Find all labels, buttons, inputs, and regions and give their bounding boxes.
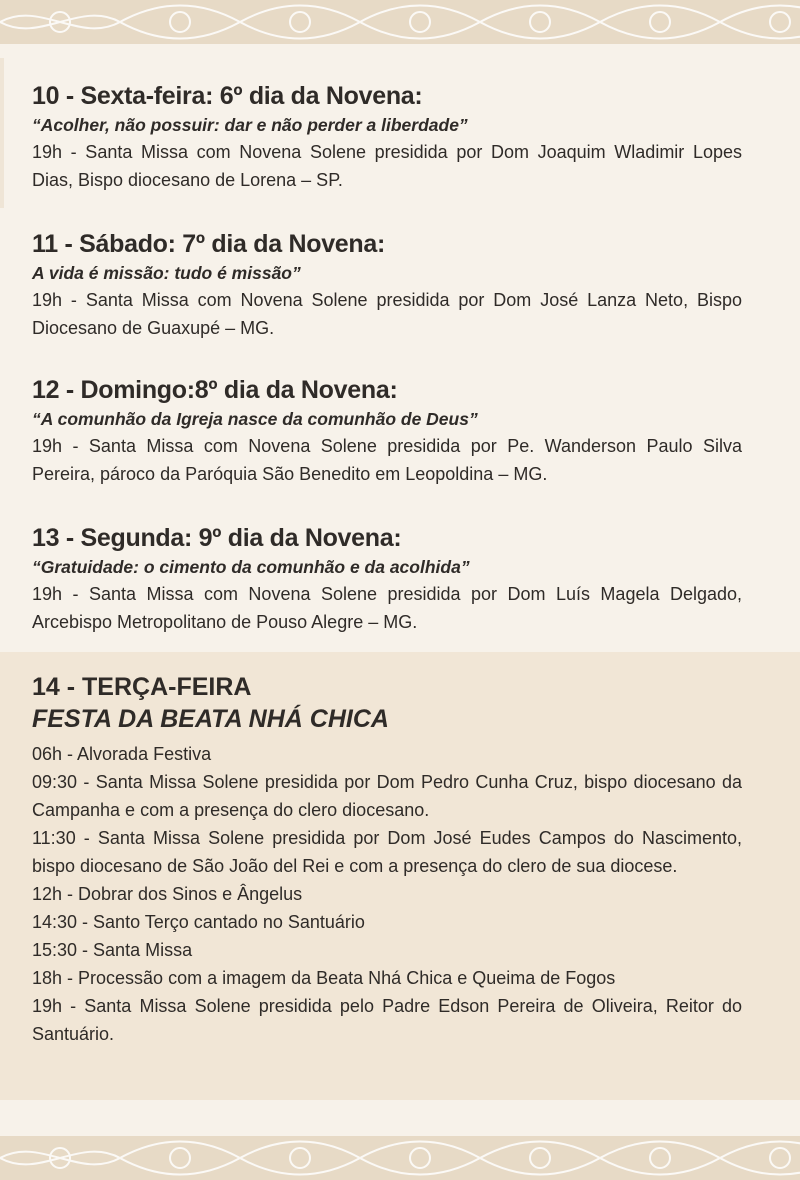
day-section-10 <box>32 80 742 194</box>
schedule-item: 12h - Dobrar dos Sinos e Ângelus <box>32 884 303 904</box>
feast-section <box>32 672 742 1048</box>
day-text: 19h - Santa Missa com Novena Solene presidida por Dom Joaquim Wladimir Lopes Dias, Bispo diocesano de Lorena – SP. <box>32 142 742 190</box>
swirl-ornament-icon <box>0 1136 800 1180</box>
schedule-item: 14:30 - Santo Terço cantado no Santuário <box>32 912 365 932</box>
day-text: 19h - Santa Missa com Novena Solene presidida por Dom José Lanza Neto, Bispo Diocesano de Guaxupé – MG. <box>32 290 742 338</box>
bottom-ornament-band <box>0 1136 800 1180</box>
day-heading: 13 - Segunda: 9º dia da Novena: <box>32 524 402 552</box>
feast-heading: 14 - TERÇA-FEIRA <box>32 673 252 701</box>
feast-subheading: FESTA DA BEATA NHÁ CHICA <box>32 705 389 733</box>
day-quote: “Acolher, não possuir: dar e não perder a liberdade” <box>32 115 468 135</box>
schedule-item: 15:30 - Santa Missa <box>32 940 193 960</box>
day-quote: “A comunhão da Igreja nasce da comunhão de Deus” <box>32 409 478 429</box>
day-text: 19h - Santa Missa com Novena Solene presidida por Pe. Wanderson Paulo Silva Pereira, pároco da Paróquia São Benedito em Leopoldina – MG. <box>32 436 742 484</box>
swirl-ornament-icon <box>0 0 800 44</box>
day-heading: 10 - Sexta-feira: 6º dia da Novena: <box>32 82 423 110</box>
left-edge-rule <box>0 58 4 208</box>
schedule-item: 06h - Alvorada Festiva <box>32 744 212 764</box>
day-section-12 <box>32 374 742 488</box>
day-heading: 12 - Domingo:8º dia da Novena: <box>32 376 398 404</box>
day-quote: A vida é missão: tudo é missão” <box>32 263 301 283</box>
day-heading: 11 - Sábado: 7º dia da Novena: <box>32 230 386 258</box>
day-quote: “Gratuidade: o cimento da comunhão e da acolhida” <box>32 557 470 577</box>
schedule-item: 11:30 - Santa Missa Solene presidida por Dom José Eudes Campos do Nascimento, bispo diocesano de São João del Rei e com a presença do clero de sua diocese. <box>32 828 742 876</box>
day-text: 19h - Santa Missa com Novena Solene presidida por Dom Luís Magela Delgado, Arcebispo Metropolitano de Pouso Alegre – MG. <box>32 584 742 632</box>
top-ornament-band <box>0 0 800 44</box>
day-section-11 <box>32 228 742 342</box>
feast-schedule-list <box>32 740 742 1048</box>
schedule-item: 09:30 - Santa Missa Solene presidida por Dom Pedro Cunha Cruz, bispo diocesano da Campanha e com a presença do clero diocesano. <box>32 772 742 820</box>
day-section-13 <box>32 522 742 636</box>
schedule-item: 19h - Santa Missa Solene presidida pelo Padre Edson Pereira de Oliveira, Reitor do Santuário. <box>32 996 742 1044</box>
schedule-item: 18h - Processão com a imagem da Beata Nhá Chica e Queima de Fogos <box>32 968 616 988</box>
